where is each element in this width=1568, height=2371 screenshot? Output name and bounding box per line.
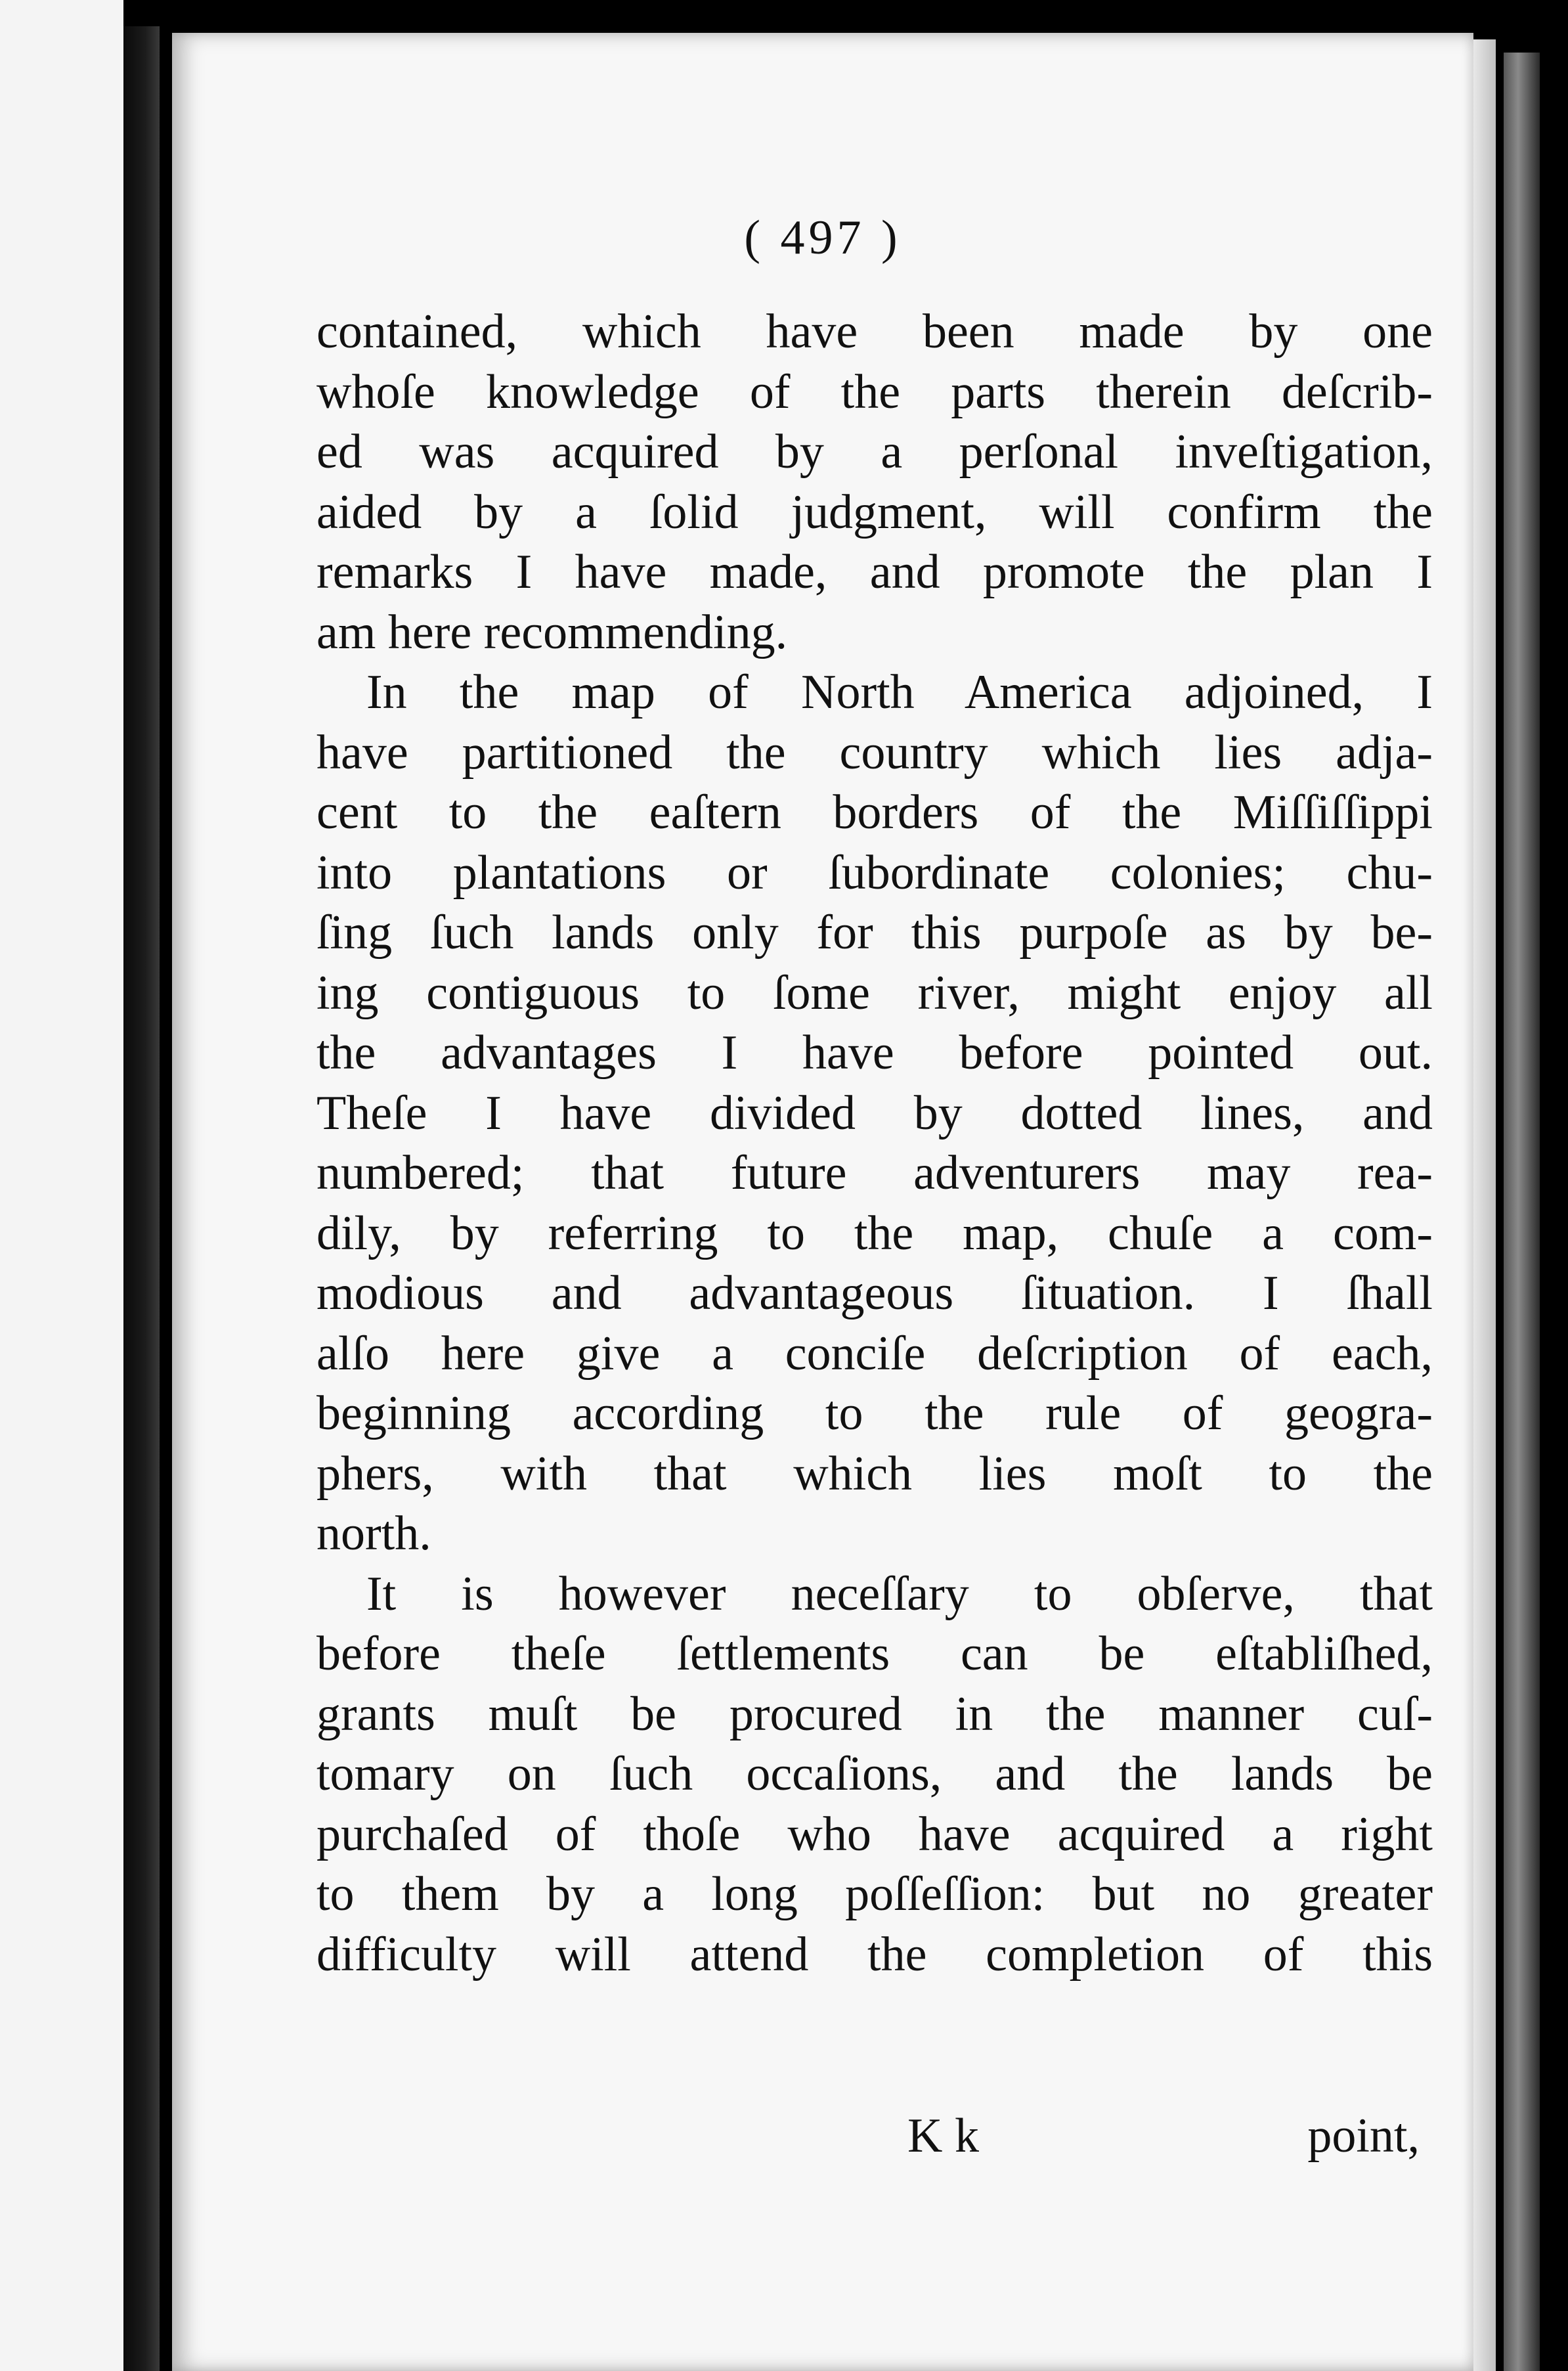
text-line: ed was acquired by a perſonal inveſtigation, — [316, 425, 1433, 479]
text-line: beginning according to the rule of geogra- — [316, 1386, 1433, 1440]
text-line: dily, by referring to the map, chuſe a com- — [316, 1206, 1433, 1260]
text-line: have partitioned the country which lies adja- — [316, 725, 1433, 780]
signature-mark: K k — [907, 2109, 979, 2163]
text-line: tomary on ſuch occaſions, and the lands be — [316, 1747, 1433, 1801]
body-text — [316, 302, 1433, 1985]
text-line: into plantations or ſubordinate colonies; chu- — [316, 845, 1433, 900]
book-page — [172, 33, 1473, 2371]
page-number: ( 497 ) — [744, 211, 902, 265]
text-line: contained, which have been made by one — [316, 305, 1433, 359]
text-line: grants muſt be procured in the manner cuſ- — [316, 1687, 1433, 1741]
text-line: numbered; that future adventurers may rea- — [316, 1146, 1433, 1200]
text-line: purchaſed of thoſe who have acquired a right — [316, 1807, 1433, 1861]
book-binding-edge — [1504, 53, 1540, 2371]
text-line: north. — [316, 1507, 431, 1561]
text-line: whoſe knowledge of the parts therein deſcrib- — [316, 365, 1433, 419]
text-line: aided by a ſolid judgment, will confirm the — [316, 485, 1433, 539]
text-line: modious and advantageous ſituation. I ſhall — [316, 1266, 1433, 1320]
text-line: difficulty will attend the completion of this — [316, 1927, 1433, 1982]
text-line: before theſe ſettlements can be eſtabliſhed, — [316, 1627, 1433, 1681]
text-line: phers, with that which lies moſt to the — [316, 1446, 1433, 1501]
text-line: It is however neceſſary to obſerve, that — [366, 1566, 1433, 1621]
text-line: cent to the eaſtern borders of the Miſſiſſippi — [316, 786, 1433, 839]
catchword: point, — [1307, 2109, 1420, 2163]
book-gutter — [123, 26, 160, 2371]
text-line: to them by a long poſſeſſion: but no greater — [316, 1867, 1433, 1921]
text-line: Theſe I have divided by dotted lines, and — [316, 1086, 1433, 1140]
page-edge-shadow — [1473, 39, 1496, 2371]
text-line: ing contiguous to ſome river, might enjoy all — [316, 965, 1433, 1020]
text-line: remarks I have made, and promote the plan I — [316, 545, 1433, 599]
text-line: alſo here give a conciſe deſcription of each, — [316, 1326, 1433, 1381]
text-line: am here recommending. — [316, 605, 788, 659]
text-line: the advantages I have before pointed out. — [316, 1026, 1433, 1080]
facing-page-edge — [0, 0, 123, 2371]
text-line: In the map of North America adjoined, I — [366, 665, 1433, 719]
text-line: ſing ſuch lands only for this purpoſe as by be- — [316, 906, 1433, 960]
